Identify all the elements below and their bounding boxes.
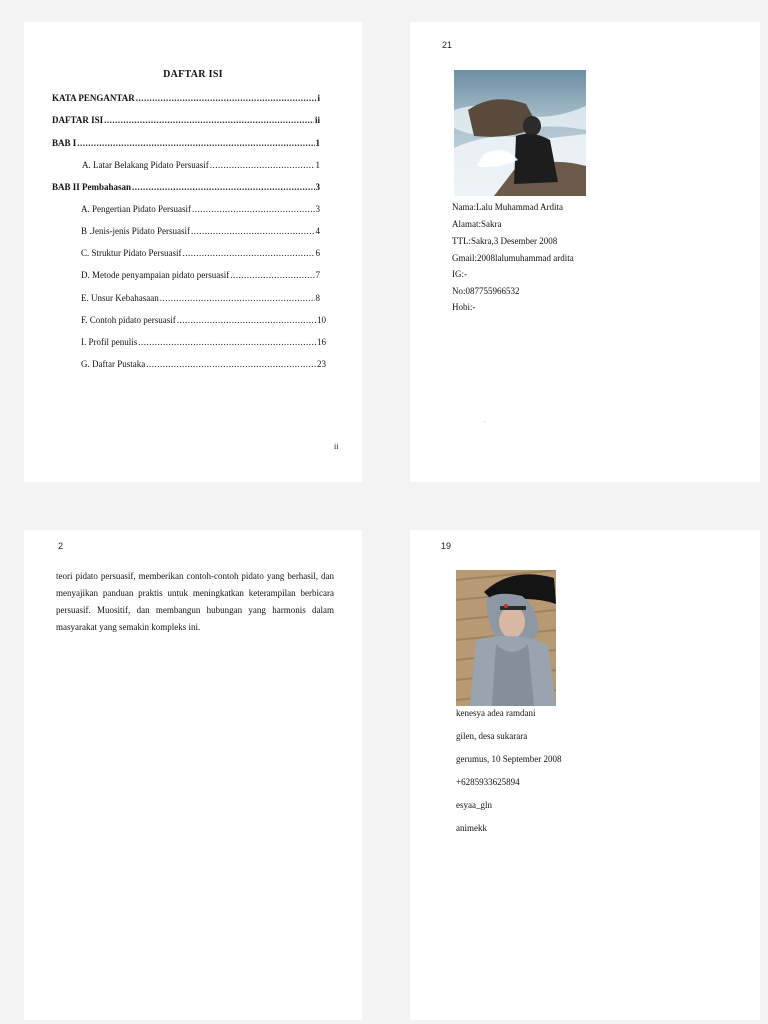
toc-title: DAFTAR ISI <box>163 69 223 80</box>
bio-phone: +6285933625894 <box>456 777 520 787</box>
page-number: 21 <box>442 40 453 50</box>
bio-address: Alamat:Sakra <box>452 219 502 229</box>
toc-entry[interactable]: B .Jenis-jenis Pidato Persuasif ..... 4 <box>81 226 320 236</box>
author-photo-1 <box>454 70 586 196</box>
profile-page-1 <box>410 22 760 482</box>
body-paragraph: teori pidato persuasif, memberikan contoh-contoh pidato yang berhasil, dan menyajikan panduan praktis untuk meningkatkan keterampilan berbicara persuasif. Muositif, dan membangun hubungan yang harmonis dalam masyarakat yang semakin kompleks ini. <box>56 571 334 632</box>
toc-entry[interactable]: DAFTAR ISI ..... ii <box>52 115 320 125</box>
bio-address: gilen, desa sukarara <box>456 731 528 741</box>
bio-phone: No:087755966532 <box>452 286 520 296</box>
text-page <box>24 530 362 1020</box>
bio-birth: gerumus, 10 September 2008 <box>456 754 562 764</box>
stray-dot: . <box>484 418 486 424</box>
page-number: 2 <box>58 541 64 551</box>
toc-page <box>24 22 362 482</box>
author-photo-2-image <box>456 570 556 706</box>
bio-name: kenesya adea ramdani <box>456 708 536 718</box>
toc-entry[interactable]: E. Unsur Kebahasaan ..... 8 <box>81 293 320 303</box>
toc-entry[interactable]: G. Daftar Pustaka ..... 23 <box>81 359 326 369</box>
bio-birth: TTL:Sakra,3 Desember 2008 <box>452 236 558 246</box>
toc-entry[interactable]: I. Profil penulis ..... 16 <box>81 337 326 347</box>
toc-entry[interactable]: A. Latar Belakang Pidato Persuasif ..... 1 <box>82 160 320 170</box>
bio-email: Gmail:2008lalumuhammad ardita <box>452 253 574 263</box>
author-photo-2 <box>456 570 556 706</box>
page-footer-number: ii <box>334 442 339 451</box>
profile-page-2 <box>410 530 760 1020</box>
toc-entry[interactable]: BAB II Pembahasan ..... 3 <box>52 182 320 192</box>
bio-hobby: Hobi:- <box>452 302 476 312</box>
toc-entry[interactable]: BAB I ..... 1 <box>52 138 320 148</box>
bio-name: Nama:Lalu Muhammad Ardita <box>452 202 563 212</box>
page-number: 19 <box>441 541 452 551</box>
toc-entry[interactable]: F. Contoh pidato persuasif ..... 10 <box>81 315 326 325</box>
bio-instagram: IG:- <box>452 269 467 279</box>
author-photo-1-image <box>454 70 586 196</box>
toc-entry[interactable]: A. Pengertian Pidato Persuasif ..... 3 <box>81 204 320 214</box>
toc-entry[interactable]: C. Struktur Pidato Persuasif ..... 6 <box>81 248 320 258</box>
toc-entry[interactable]: D. Metode penyampaian pidato persuasif ..... 7 <box>81 270 320 280</box>
toc-entry[interactable]: KATA PENGANTAR ..... i <box>52 93 320 103</box>
bio-instagram: esyaa_gln <box>456 800 492 810</box>
bio-hobby: animekk <box>456 823 487 833</box>
